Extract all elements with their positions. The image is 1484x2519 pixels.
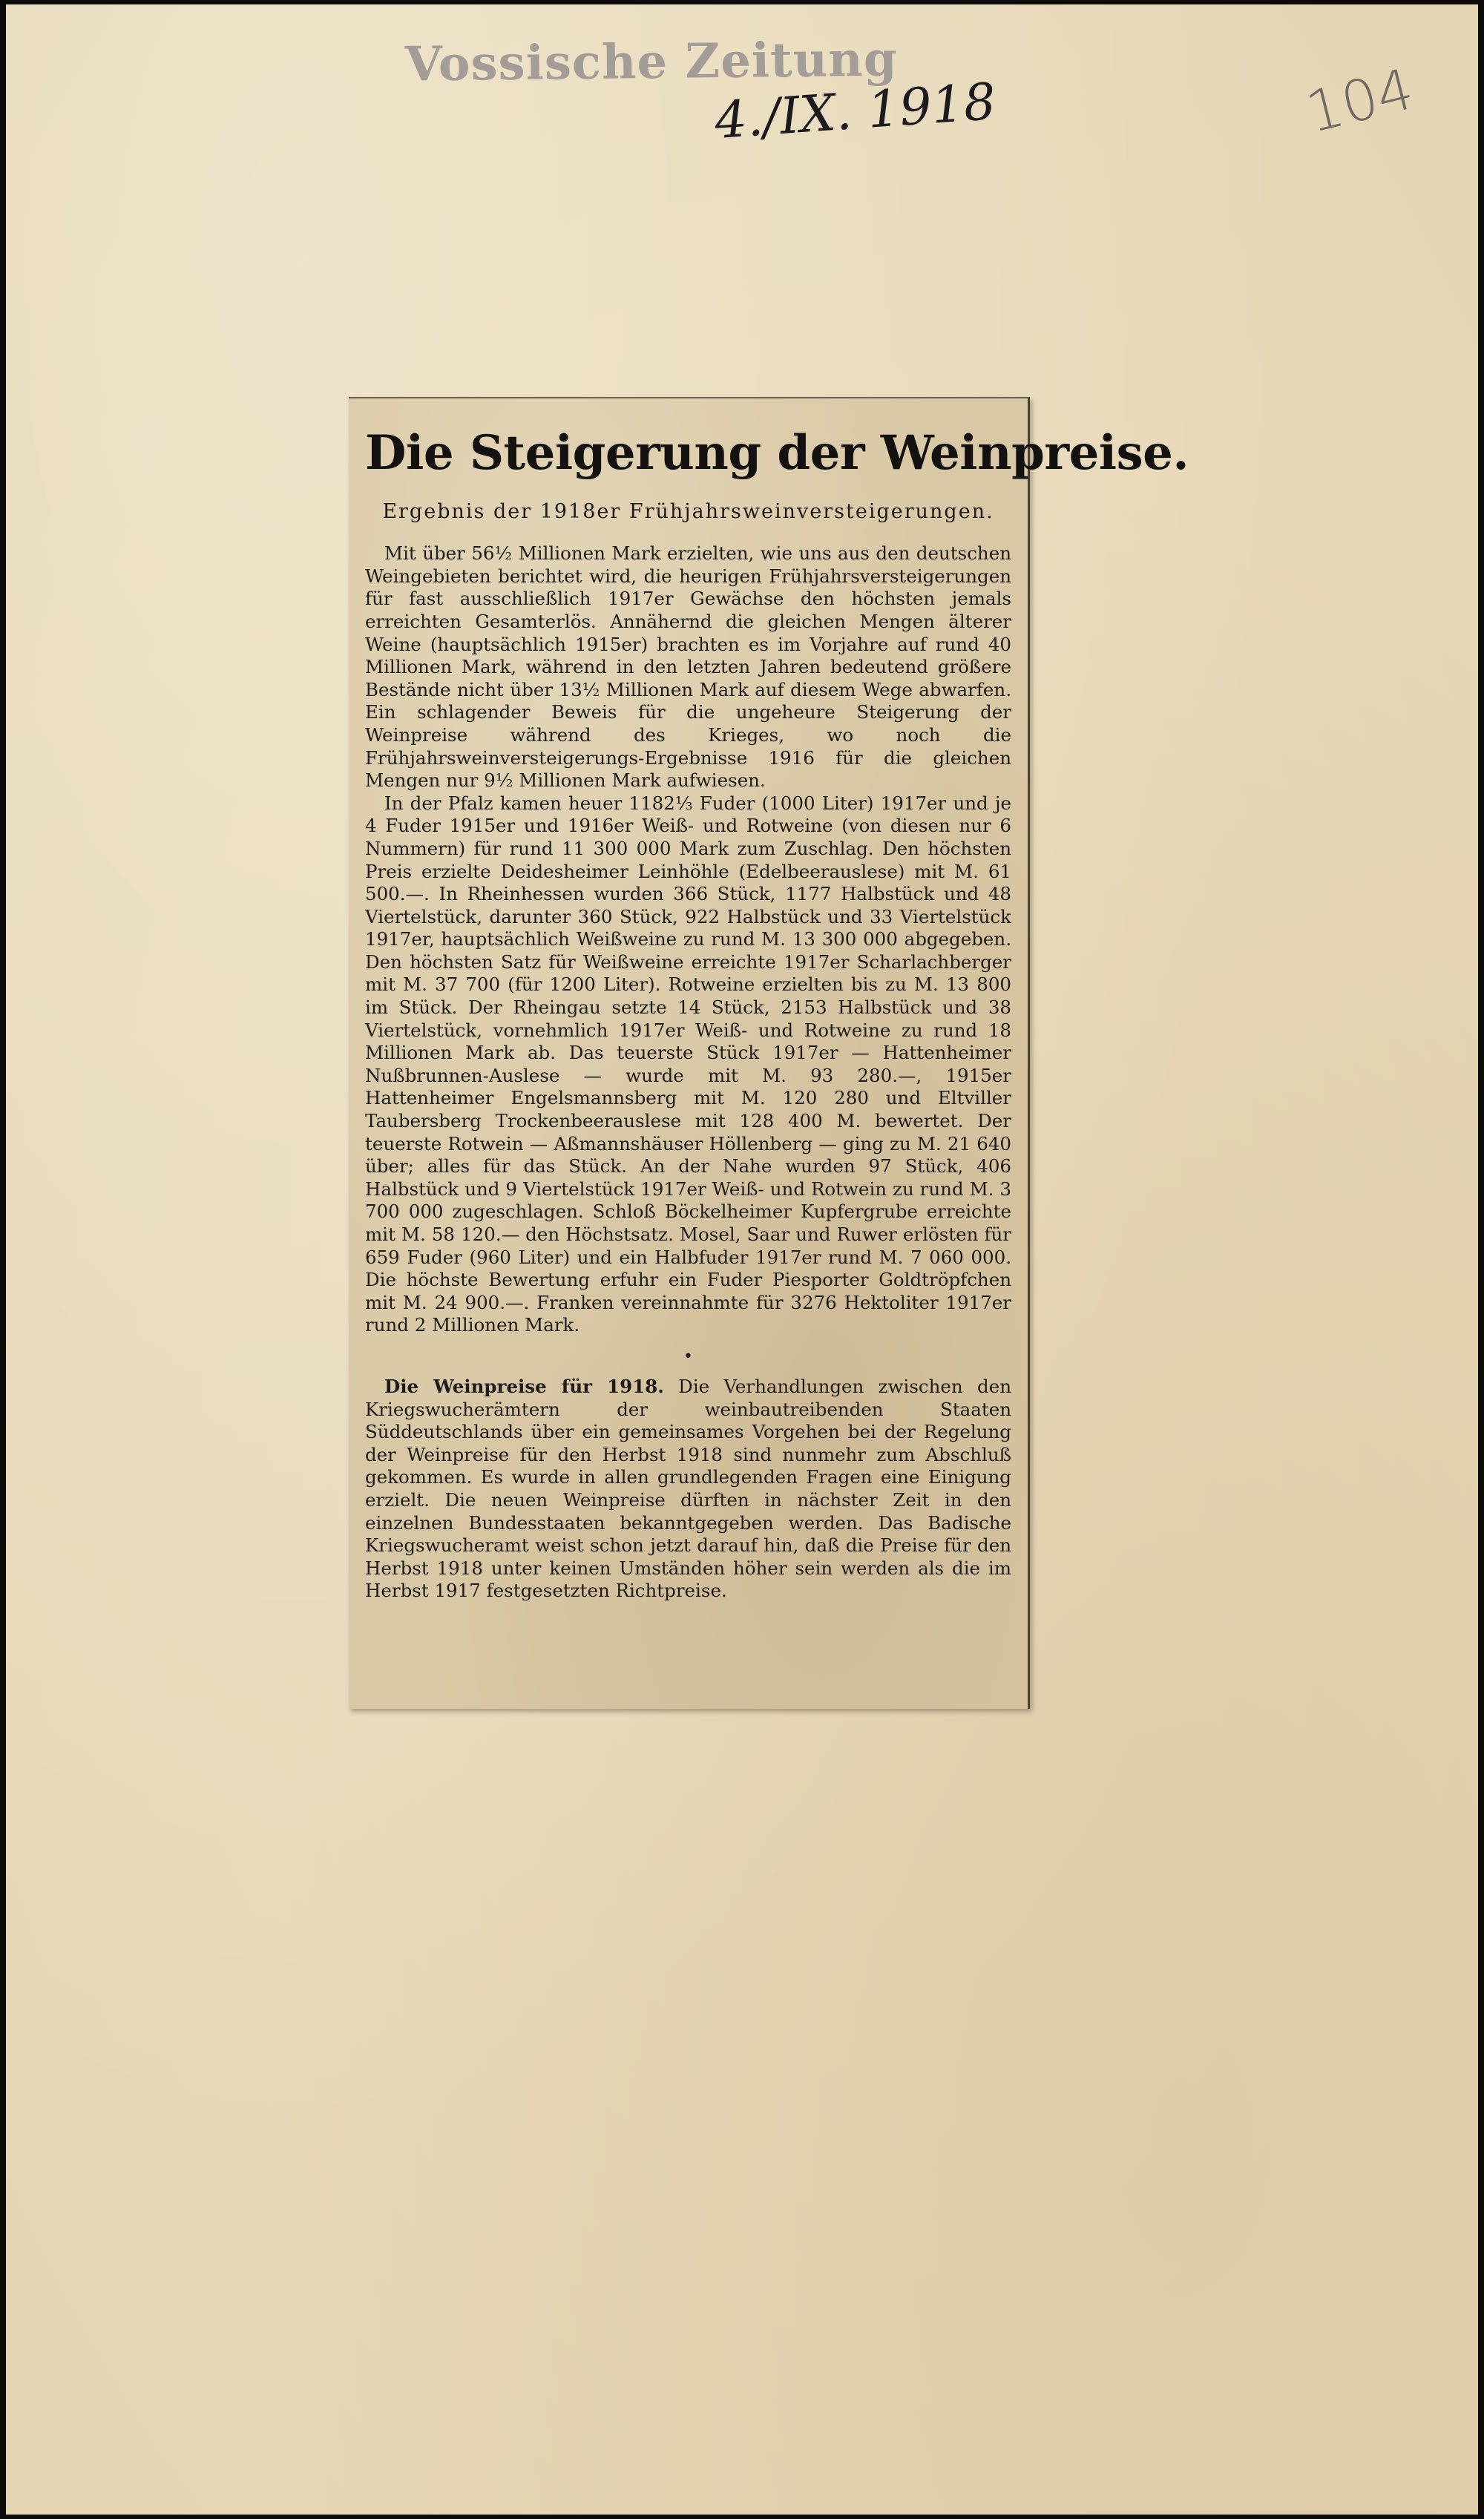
article-paragraph-3	[365, 1376, 1011, 1603]
article-headline: Die Steigerung der Weinpreise.	[365, 425, 1189, 481]
article-paragraph-2: In der Pfalz kamen heuer 1182⅓ Fuder (1000 Liter) 1917er und je 4 Fuder 1915er und 1916er Weiß- und Rotweine (von diesen nur 6 Nummern) für rund 11 300 000 Mark zum Zuschlag. Den höchsten Preis erzielte Deidesheimer Leinhöhle (Edelbeerauslese) mit M. 61 500.—. In Rheinhessen wurden 366 Stück, 1177 Halbstück und 48 Viertelstück, darunter 360 Stück, 922 Halbstück und 33 Viertelstück 1917er, hauptsächlich Weißweine zu rund M. 13 300 000 abgegeben. Den höchsten Satz für Weißweine erreichte 1917er Scharlachberger mit M. 37 700 (für 1200 Liter). Rotweine erzielten bis zu M. 13 800 im Stück. Der Rheingau setzte 14 Stück, 2153 Halbstück und 38 Viertelstück, vornehmlich 1917er Weiß- und Rotweine zu rund 18 Millionen Mark ab. Das teuerste Stück 1917er — Hattenheimer Nußbrunnen-Auslese — wurde mit M. 93 280.—, 1915er Hattenheimer Engelsmannsberg mit M. 120 280 und Eltviller Taubersberg Trockenbeerauslese mit 128 400 M. bewertet. Der teuerste Rotwein — Aßmannshäuser Höllenberg — ging zu M. 21 640 über; alles für das Stück. An der Nahe wurden 97 Stück, 406 Halbstück und 9 Viertelstück 1917er Weiß- und Rotwein zu rund M. 3 700 000 zugeschlagen. Schloß Böckelheimer Kupfergrube erreichte mit M. 58 120.— den Höchstsatz. Mosel, Saar und Ruwer erlösten für 659 Fuder (960 Liter) und ein Halbfuder 1917er rund M. 7 060 000. Die höchste Bewertung erfuhr ein Fuder Piesporter Goldtröpfchen mit M. 24 900.—. Franken vereinnahmte für 3276 Hektoliter 1917er rund 2 Millionen Mark.	[365, 792, 1011, 1336]
newspaper-stamp: Vossische Zeitung	[404, 31, 898, 93]
paragraph-3-body: Die Verhandlungen zwischen den Kriegswucherämtern der weinbautreibenden Staaten Süddeutschlands über ein gemeinsames Vorgehen bei der Regelung der Weinpreise für den Herbst 1918 sind nunmehr zum Abschluß gekommen. Es wurde in allen grundlegenden Fragen eine Einigung erzielt. Die neuen Weinpreise dürften in nächster Zeit in den einzelnen Bundesstaaten bekanntgegeben werden. Das Badische Kriegswucheramt weist schon jetzt darauf hin, daß die Preise für den Herbst 1918 unter keinen Umständen höher sein werden als die im Herbst 1917 festgesetzten Richtpreise.	[365, 1375, 1011, 1602]
article-paragraph-1: Mit über 56½ Millionen Mark erzielten, wie uns aus den deutschen Weingebieten berichtet wird, die heurigen Frühjahrsversteigerungen für fast ausschließlich 1917er Gewächse den höchsten jemals erreichten Gesamterlös. Annähernd die gleichen Mengen älterer Weine (hauptsächlich 1915er) brachten es im Vorjahre auf rund 40 Millionen Mark, während in den letzten Jahren bedeutend größere Bestände nicht über 13½ Millionen Mark auf diesem Wege abwarfen. Ein schlagender Beweis für die ungeheure Steigerung der Weinpreise während des Krieges, wo noch die Frühjahrsweinversteigerungs-Ergebnisse 1916 für die gleichen Mengen nur 9½ Millionen Mark aufwiesen.	[365, 542, 1011, 792]
section-divider: •	[683, 1347, 693, 1366]
article-subheadline: Ergebnis der 1918er Frühjahrsweinversteigerungen.	[382, 500, 994, 524]
handwritten-date: 4./IX. 1918	[712, 72, 998, 151]
newspaper-clipping	[349, 397, 1189, 1709]
folio-number: 104	[1299, 55, 1420, 146]
paragraph-3-lead: Die Weinpreise für 1918.	[384, 1375, 664, 1397]
